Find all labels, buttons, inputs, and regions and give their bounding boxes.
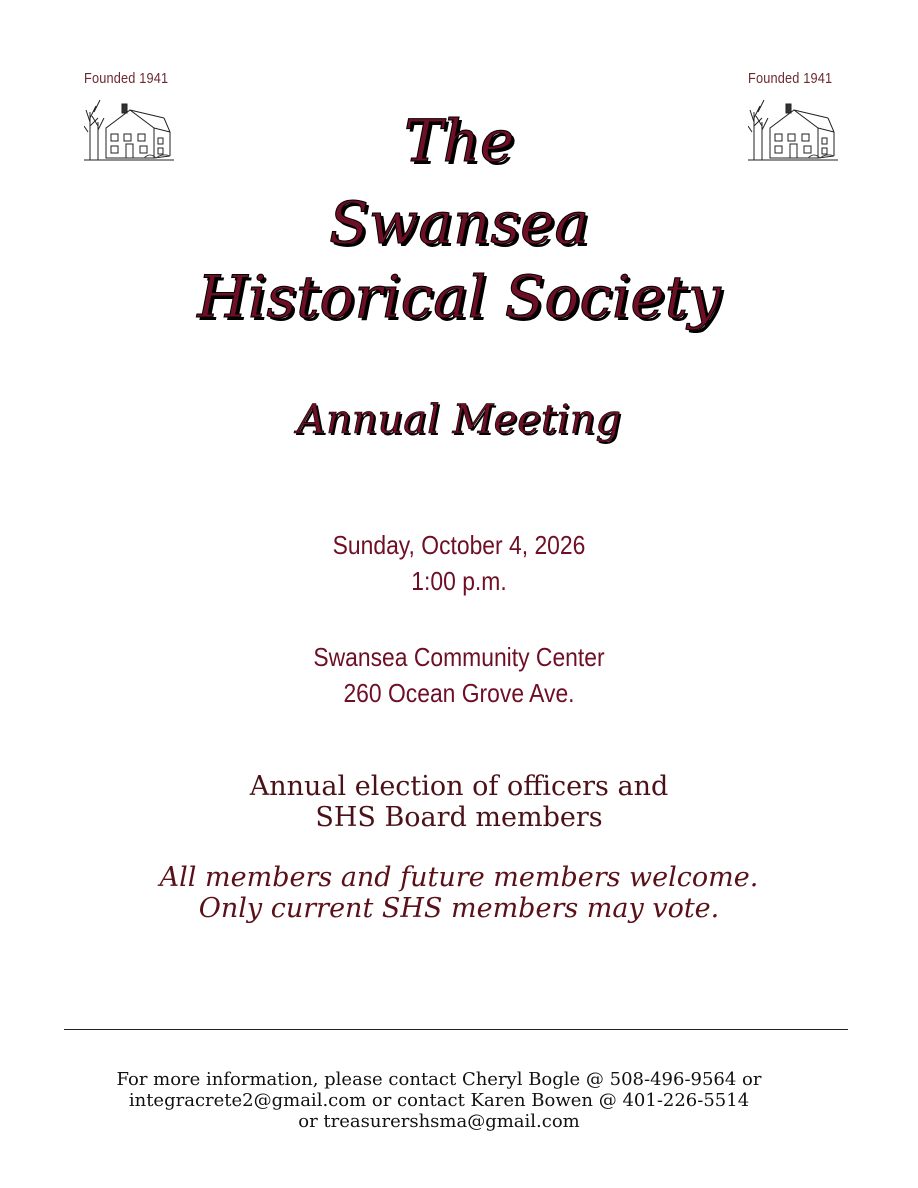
- title-line-the: The: [403, 107, 515, 175]
- agenda-line-2: SHS Board members: [315, 802, 603, 833]
- founded-badge-left: Founded 1941: [84, 70, 169, 87]
- agenda-line-1: Annual election of officers and: [249, 771, 669, 802]
- event-time: 1:00 p.m.: [411, 566, 507, 596]
- contact-line-3: or treasurershsma@gmail.com: [298, 1111, 580, 1132]
- event-date: Sunday, October 4, 2026: [332, 530, 586, 560]
- divider: [64, 1029, 848, 1030]
- annual-meeting-heading: Annual Meeting: [296, 397, 622, 443]
- event-address: 260 Ocean Grove Ave.: [343, 678, 575, 708]
- contact-line-2: integracrete2@gmail.com or contact Karen Bowen @ 401-226-5514: [128, 1090, 750, 1111]
- title-line-swansea: Swansea: [329, 189, 589, 257]
- welcome-line-2: Only current SHS members may vote.: [198, 893, 720, 924]
- welcome-line-1: All members and future members welcome.: [159, 862, 759, 893]
- event-venue: Swansea Community Center: [313, 642, 605, 672]
- founded-badge-right: Founded 1941: [748, 70, 833, 87]
- title-line-historical-society: Historical Society: [197, 263, 721, 331]
- contact-line-1: For more information, please contact Cheryl Bogle @ 508-496-9564 or: [116, 1069, 762, 1090]
